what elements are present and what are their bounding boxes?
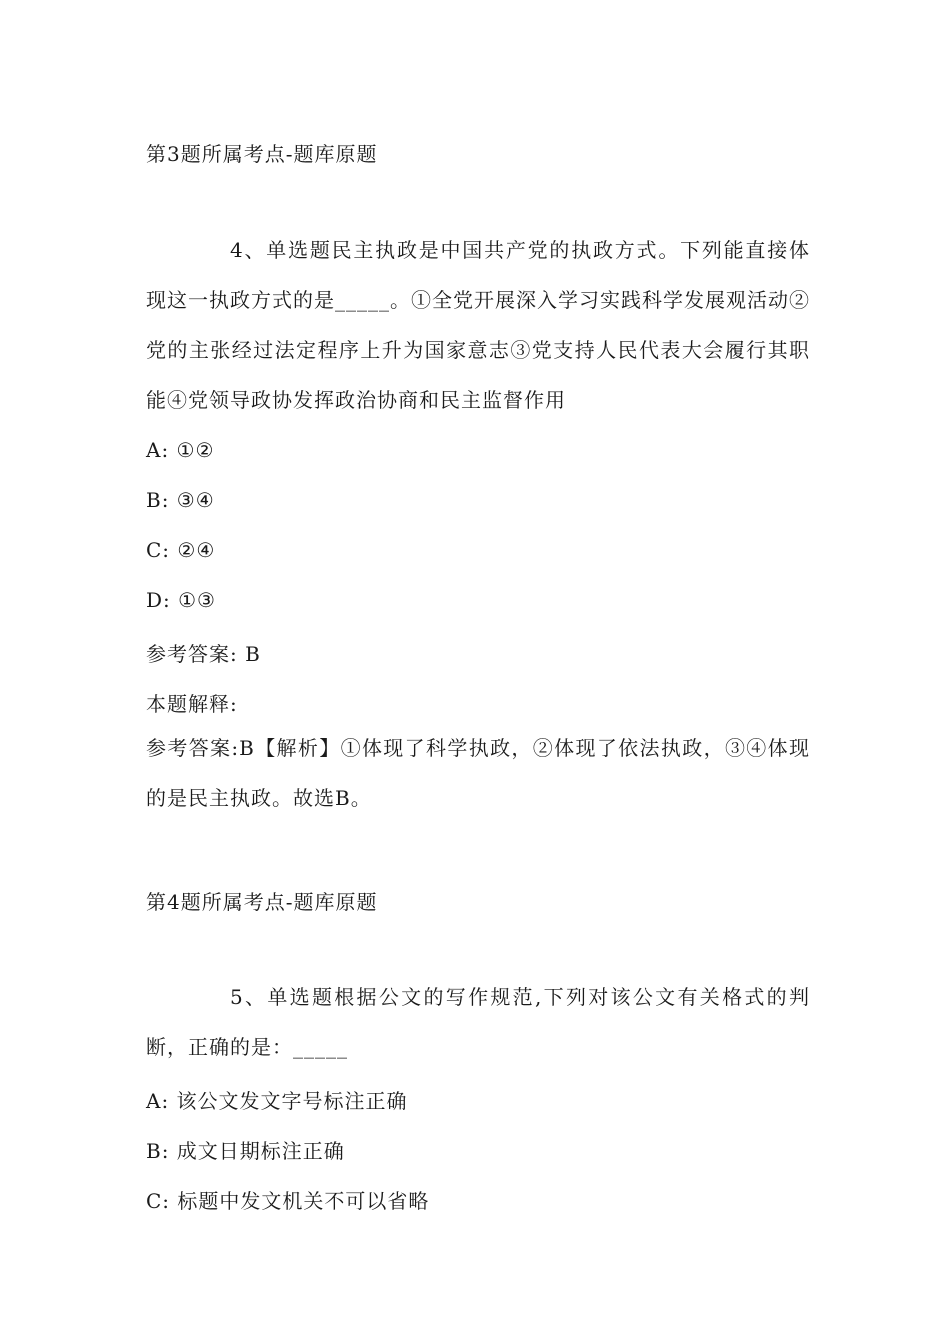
q4-explanation-label: 本题解释:: [146, 692, 238, 716]
q5-option-b: B: 成文日期标注正确: [146, 1139, 345, 1163]
q5-option-a: A: 该公文发文字号标注正确: [146, 1089, 408, 1113]
q5-question: [146, 972, 810, 1072]
q4-option-a: A: ①②: [146, 438, 215, 462]
q5-question-text: 5、单选题根据公文的写作规范,下列对该公文有关格式的判断，正确的是：_____: [146, 985, 810, 1059]
q4-option-b: B: ③④: [146, 488, 215, 512]
q4-question-text: 4、单选题民主执政是中国共产党的执政方式。下列能直接体现这一执政方式的是_____。①全党开展深入学习实践科学发展观活动②党的主张经过法定程序上升为国家意志③党支持人民代表大会履行其职能④党领导政协发挥政治协商和民主监督作用: [146, 238, 810, 412]
q4-explanation-text: 参考答案:B【解析】①体现了科学执政，②体现了依法执政，③④体现的是民主执政。故选B。: [146, 736, 810, 810]
q4-option-c: C: ②④: [146, 538, 216, 562]
q3-source-line: 第3题所属考点-题库原题: [146, 142, 378, 166]
q5-option-c: C: 标题中发文机关不可以省略: [146, 1189, 430, 1213]
q4-explanation: [146, 723, 810, 823]
q4-question: [146, 225, 810, 425]
q4-source-line: 第4题所属考点-题库原题: [146, 890, 378, 914]
q4-answer: 参考答案: B: [146, 642, 261, 666]
q4-option-d: D: ①③: [146, 588, 216, 612]
